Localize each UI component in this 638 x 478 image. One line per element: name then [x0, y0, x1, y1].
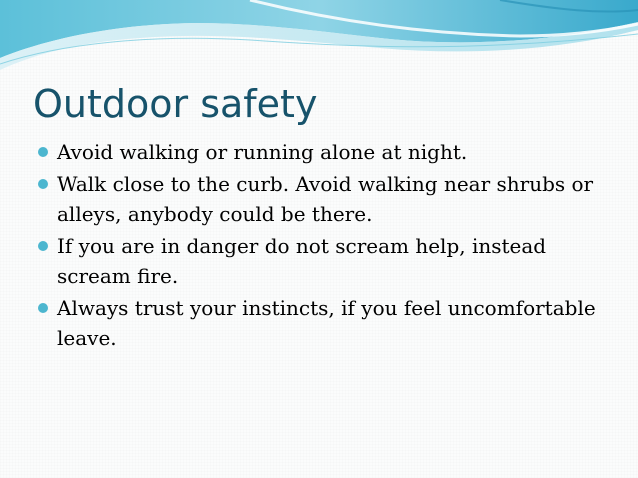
bullet-dot-icon: [38, 147, 48, 157]
bullet-dot-icon: [38, 241, 48, 251]
bullet-dot-icon: [38, 179, 48, 189]
bullet-text: Always trust your instincts, if you feel uncomfortable leave.: [57, 296, 596, 350]
bullet-item: [57, 231, 617, 291]
bullet-text: If you are in danger do not scream help, instead scream fire.: [57, 234, 547, 288]
decorative-wave-header: [0, 0, 638, 80]
bullet-text: Walk close to the curb. Avoid walking near shrubs or alleys, anybody could be there.: [57, 172, 594, 226]
bullet-item: [57, 137, 617, 167]
slide-title: Outdoor safety: [33, 82, 318, 126]
bullet-list: [57, 137, 617, 355]
bullet-dot-icon: [38, 303, 48, 313]
bullet-text: Avoid walking or running alone at night.: [57, 140, 468, 164]
bullet-item: [57, 293, 617, 353]
bullet-item: [57, 169, 617, 229]
wave-band-main: [0, 0, 638, 58]
